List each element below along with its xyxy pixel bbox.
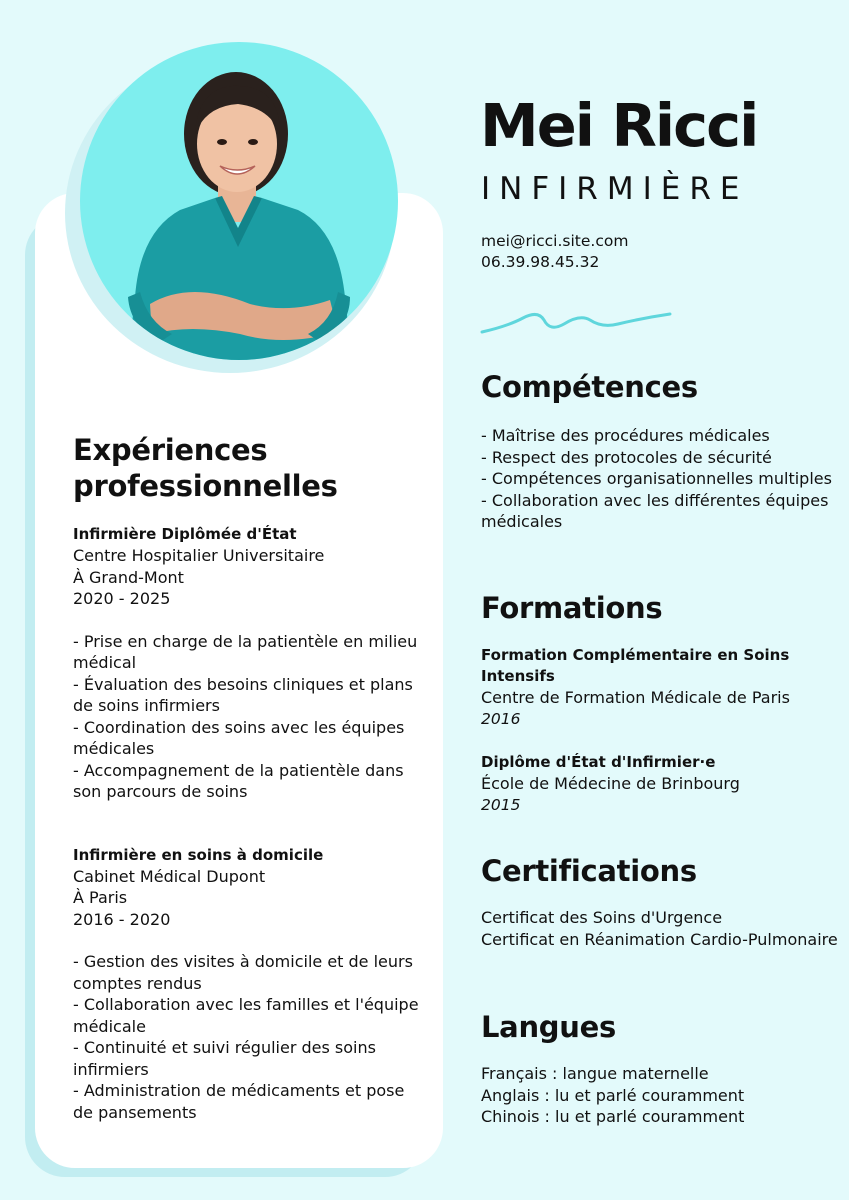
skills-title: Compétences [481,370,698,404]
skills-list: - Maîtrise des procédures médicales - Respect des protocoles de sécurité - Compétences organisationnelles multiples - Collaboration avec les différentes équipes médicales [481,426,832,531]
certifications-list: Certificat des Soins d'Urgence Certificat en Réanimation Cardio-Pulmonaire [481,908,838,949]
languages-title: Langues [481,1010,616,1044]
certifications-section [481,851,841,950]
phone-text: 06.39.98.45.32 [481,253,600,271]
profile-photo [80,42,398,360]
job-entry [73,524,423,803]
person-name: Mei Ricci [480,91,758,160]
job-dates: 2016 - 2020 [73,909,171,929]
education-entry [481,645,841,730]
experience-title: Expériences professionnelles [73,433,338,503]
education-title: Formations [481,591,663,625]
education-entry [481,752,841,816]
certifications-title: Certifications [481,854,697,888]
nurse-portrait-icon [80,42,398,360]
languages-section [481,1007,841,1128]
education-section [481,588,841,816]
education-degree: Diplôme d'État d'Infirmier·e [481,753,716,771]
person-role: INFIRMIÈRE [481,171,749,207]
education-school: Centre de Formation Médicale de Paris [481,688,790,707]
job-location: À Grand-Mont [73,567,184,587]
job-duties: - Prise en charge de la patientèle en milieu médical - Évaluation des besoins cliniques et plans de soins infirmiers - Coordination des soins avec les équipes médicales - Accompagnement de la patientèle dans son parcours de soins [73,631,418,801]
job-employer: Centre Hospitalier Universitaire [73,546,325,565]
squiggle-decoration-icon [478,306,674,338]
job-duties: - Gestion des visites à domicile et de leurs comptes rendus - Collaboration avec les familles et l'équipe médicale - Continuité et suivi régulier des soins infirmiers - Administration de médicaments et pose de pansements [73,952,419,1122]
email-text: mei@ricci.site.com [481,232,629,250]
education-year: 2016 [481,709,521,728]
contact-block [481,231,628,273]
languages-list: Français : langue maternelle Anglais : lu et parlé couramment Chinois : lu et parlé couramment [481,1064,745,1126]
education-school: École de Médecine de Brinbourg [481,774,740,793]
skills-section [481,367,841,533]
education-year: 2015 [481,795,521,814]
experience-section [73,432,423,1123]
job-dates: 2020 - 2025 [73,589,171,608]
job-location: À Paris [73,888,128,907]
education-degree: Formation Complémentaire en Soins Intensifs [481,646,790,685]
job-position: Infirmière Diplômée d'État [73,525,297,543]
job-position: Infirmière en soins à domicile [73,845,324,864]
job-employer: Cabinet Médical Dupont [73,866,266,886]
job-entry [73,845,423,1124]
